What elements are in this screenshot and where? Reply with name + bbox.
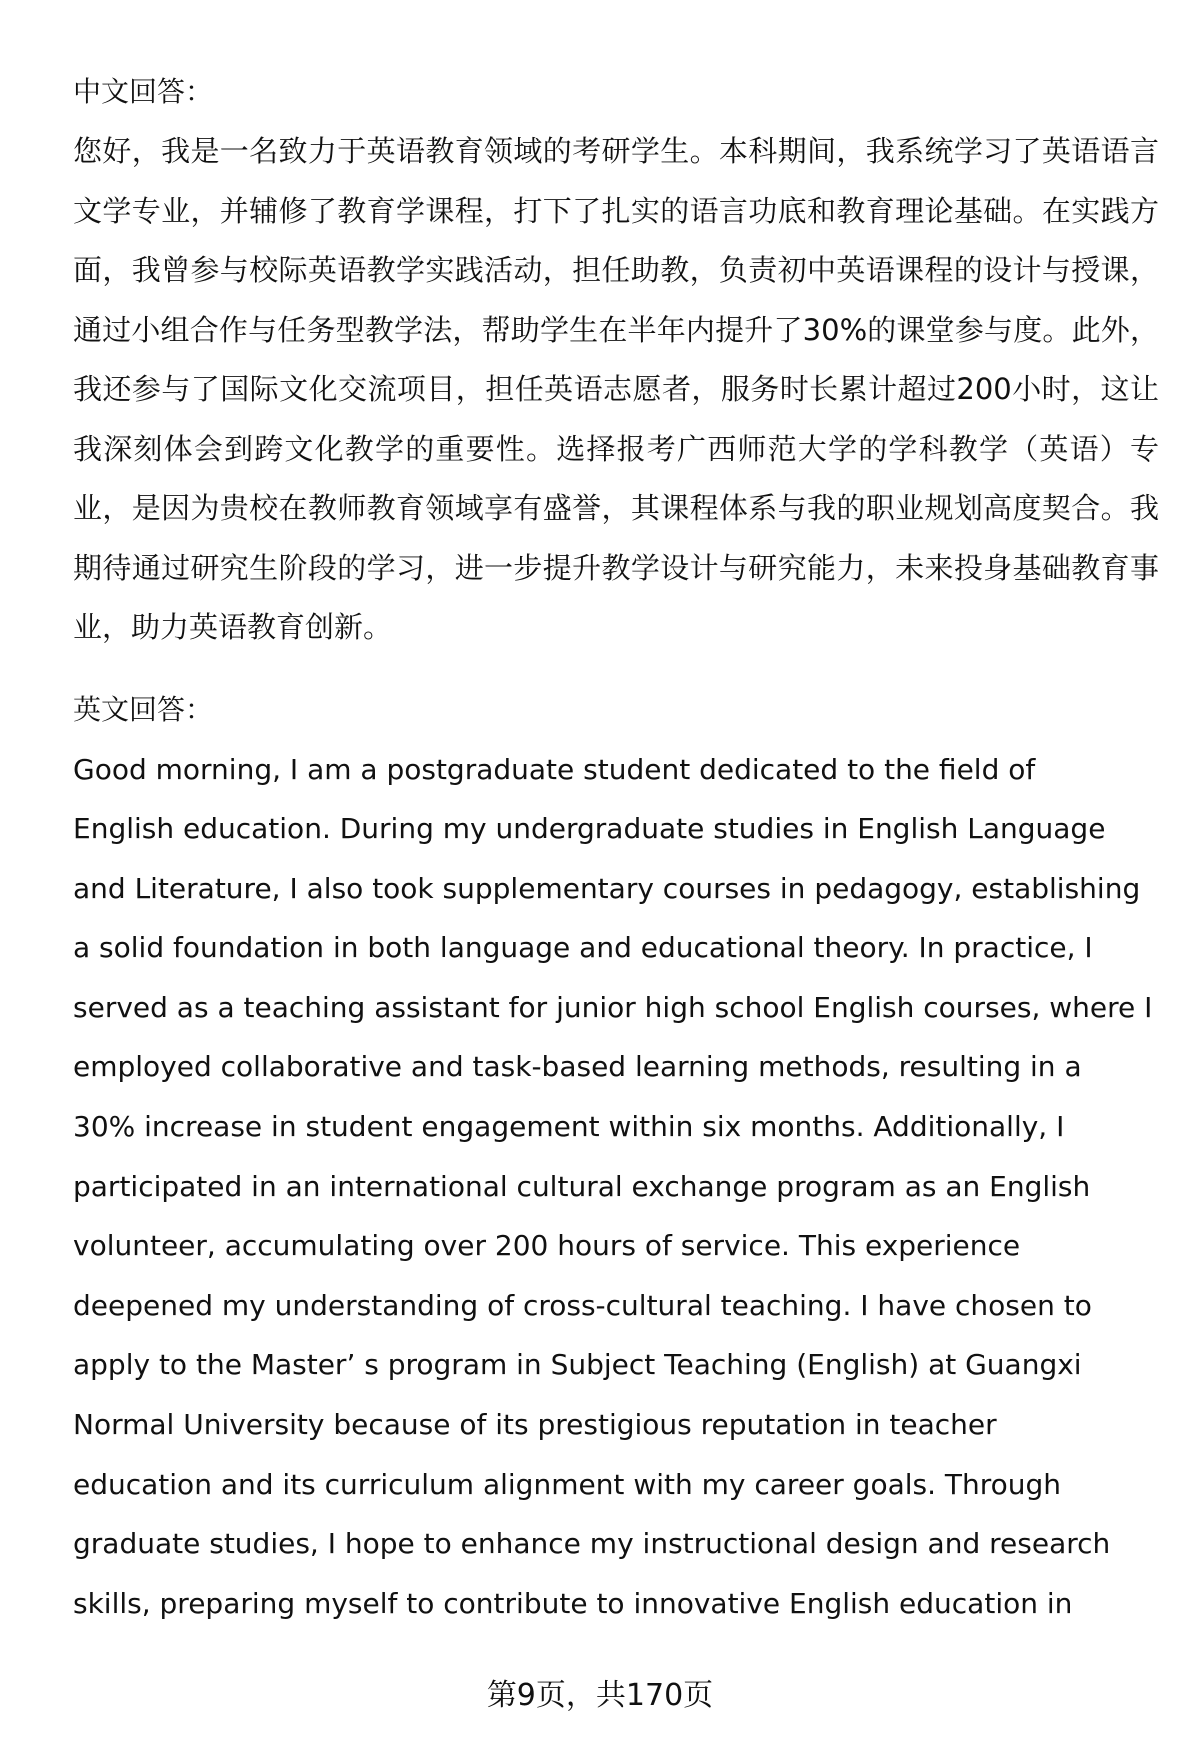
english-line: Good morning, I am a postgraduate student dedicated to the field of — [73, 752, 1036, 786]
english-line: graduate studies, I hope to enhance my instructional design and research — [73, 1527, 1111, 1561]
english-line: Normal University because of its prestigious reputation in teacher — [73, 1408, 997, 1442]
english-line: and Literature, I also took supplementary courses in pedagogy, establishing — [73, 871, 1141, 905]
page-number-footer: 第9页，共170页 — [486, 1678, 714, 1713]
english-line: volunteer, accumulating over 200 hours of service. This experience — [73, 1229, 1021, 1263]
english-line: skills, preparing myself to contribute to innovative English education in — [73, 1586, 1073, 1620]
english-line: deepened my understanding of cross-cultural teaching. I have chosen to — [73, 1288, 1092, 1322]
english-line: education and its curriculum alignment with my career goals. Through — [73, 1467, 1062, 1501]
english-line: 30% increase in student engagement within six months. Additionally, I — [73, 1110, 1065, 1144]
english-line: participated in an international cultural exchange program as an English — [73, 1169, 1091, 1203]
chinese-answer-text: 您好，我是一名致力于英语教育领域的考研学生。本科期间，我系统学习了英语语言文学专业，并辅修了教育学课程，打下了扎实的语言功底和教育理论基础。在实践方面，我曾参与校际英语教学实践活动，担任助教，负责初中英语课程的设计与授课，通过小组合作与任务型教学法，帮助学生在半年内提升了30%的课堂参与度。此外，我还参与了国际文化交流项目，担任英语志愿者，服务时长累计超过200小时，这让我深刻体会到跨文化教学的重要性。选择报考广西师范大学的学科教学（英语）专业，是因为贵校在教师教育领域享有盛誉，其课程体系与我的职业规划高度契合。我期待通过研究生阶段的学习，进一步提升教学设计与研究能力，未来投身基础教育事业，助力英语教育创新。 — [73, 134, 1159, 644]
english-answer-label: 英文回答： — [73, 692, 214, 726]
english-line: served as a teaching assistant for junior high school English courses, where I — [73, 990, 1153, 1024]
english-line: a solid foundation in both language and educational theory. In practice, I — [73, 931, 1093, 965]
english-line: English education. During my undergraduate studies in English Language — [73, 812, 1106, 846]
chinese-answer-label: 中文回答： — [73, 75, 214, 108]
english-line: employed collaborative and task-based learning methods, resulting in a — [73, 1050, 1082, 1084]
section-gap — [73, 658, 1159, 680]
document-page — [73, 62, 1159, 1633]
english-answer-text — [73, 740, 1159, 1634]
english-line: apply to the Master’ s program in Subject Teaching (English) at Guangxi — [73, 1348, 1082, 1382]
